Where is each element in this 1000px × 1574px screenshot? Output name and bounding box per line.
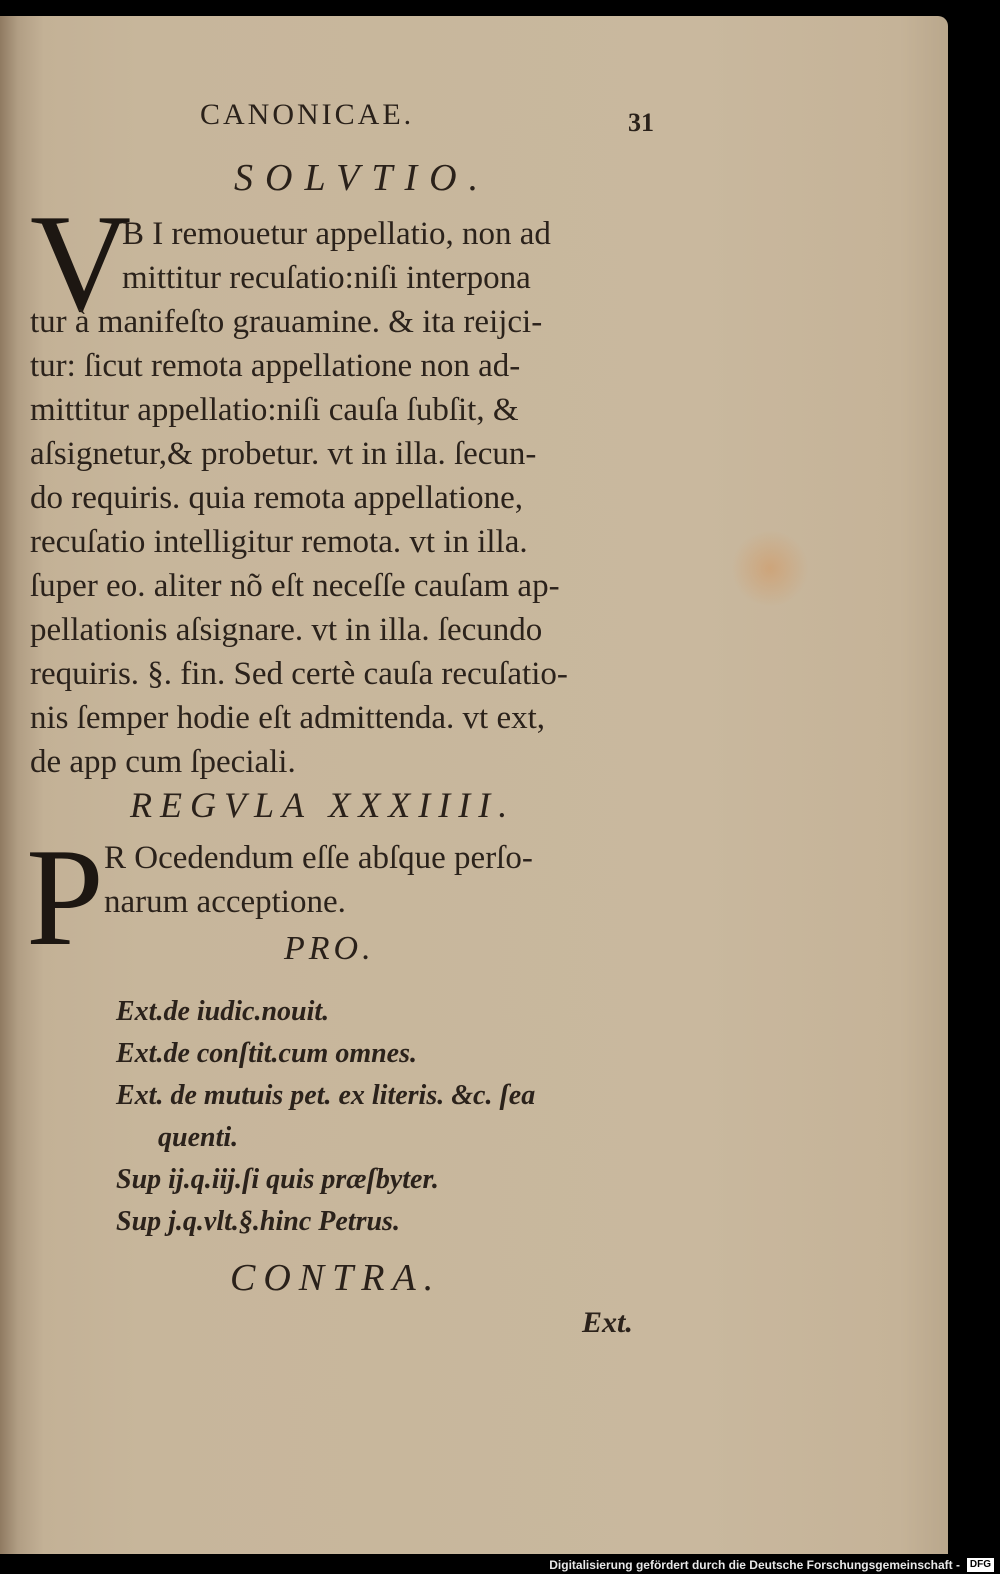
running-head: CANONICAE. xyxy=(200,98,415,131)
text-line: narum acceptione. xyxy=(104,884,346,920)
drop-cap-p: P xyxy=(26,820,104,975)
paper-stain xyxy=(730,531,810,606)
regula-heading: REGVLA XXXIIII. xyxy=(130,785,516,825)
text-line: tur: ſicut remota appellatione non ad- xyxy=(30,348,521,384)
text-line: recuſatio intelligitur remota. vt in illa. xyxy=(30,524,528,560)
text-line: pellationis aſsignare. vt in illa. ſecundo xyxy=(30,612,543,648)
text-line: mittitur appellatio:niſi cauſa ſubſit, & xyxy=(30,392,519,428)
dfg-logo: DFG xyxy=(967,1558,994,1572)
citation-line: Ext.de conſtit.cum omnes. xyxy=(116,1038,417,1069)
citation-line: Sup ij.q.iij.ſi quis præſbyter. xyxy=(116,1164,439,1195)
text-line: tur à manifeſto grauamine. & ita reijci- xyxy=(30,304,543,340)
text-line: mittitur recuſatio:niſi interpona xyxy=(122,260,531,296)
text-line: aſsignetur,& probetur. vt in illa. ſecun- xyxy=(30,436,537,472)
citation-line: Ext. de mutuis pet. ex literis. &c. ſea xyxy=(116,1080,536,1111)
book-page xyxy=(0,16,948,1554)
text-line: do requiris. quia remota appellatione, xyxy=(30,480,524,516)
citation-line: Ext.de iudic.nouit. xyxy=(116,996,330,1027)
text-line: de app cum ſpeciali. xyxy=(30,744,296,780)
text-line: requiris. §. fin. Sed certè cauſa recuſatio- xyxy=(30,656,568,692)
citation-line: Sup j.q.vlt.§.hinc Petrus. xyxy=(116,1206,400,1237)
catchword: Ext. xyxy=(582,1306,633,1339)
text-line: nis ſemper hodie eſt admittenda. vt ext, xyxy=(30,700,546,736)
digitization-credit: Digitalisierung gefördert durch die Deutsche Forschungsgemeinschaft - xyxy=(549,1558,960,1572)
text-line: R Ocedendum eſſe abſque perſo- xyxy=(104,840,533,876)
contra-heading: CONTRA. xyxy=(230,1257,442,1299)
drop-cap-v: V xyxy=(30,186,132,341)
solutio-heading: SOLVTIO. xyxy=(234,157,491,199)
text-line: ſuper eo. aliter nõ eſt neceſſe cauſam ap- xyxy=(30,568,560,604)
pro-heading: PRO. xyxy=(284,930,375,967)
citation-line: quenti. xyxy=(158,1122,239,1153)
page-number: 31 xyxy=(628,108,654,137)
text-line: B I remouetur appellatio, non ad xyxy=(122,216,551,252)
